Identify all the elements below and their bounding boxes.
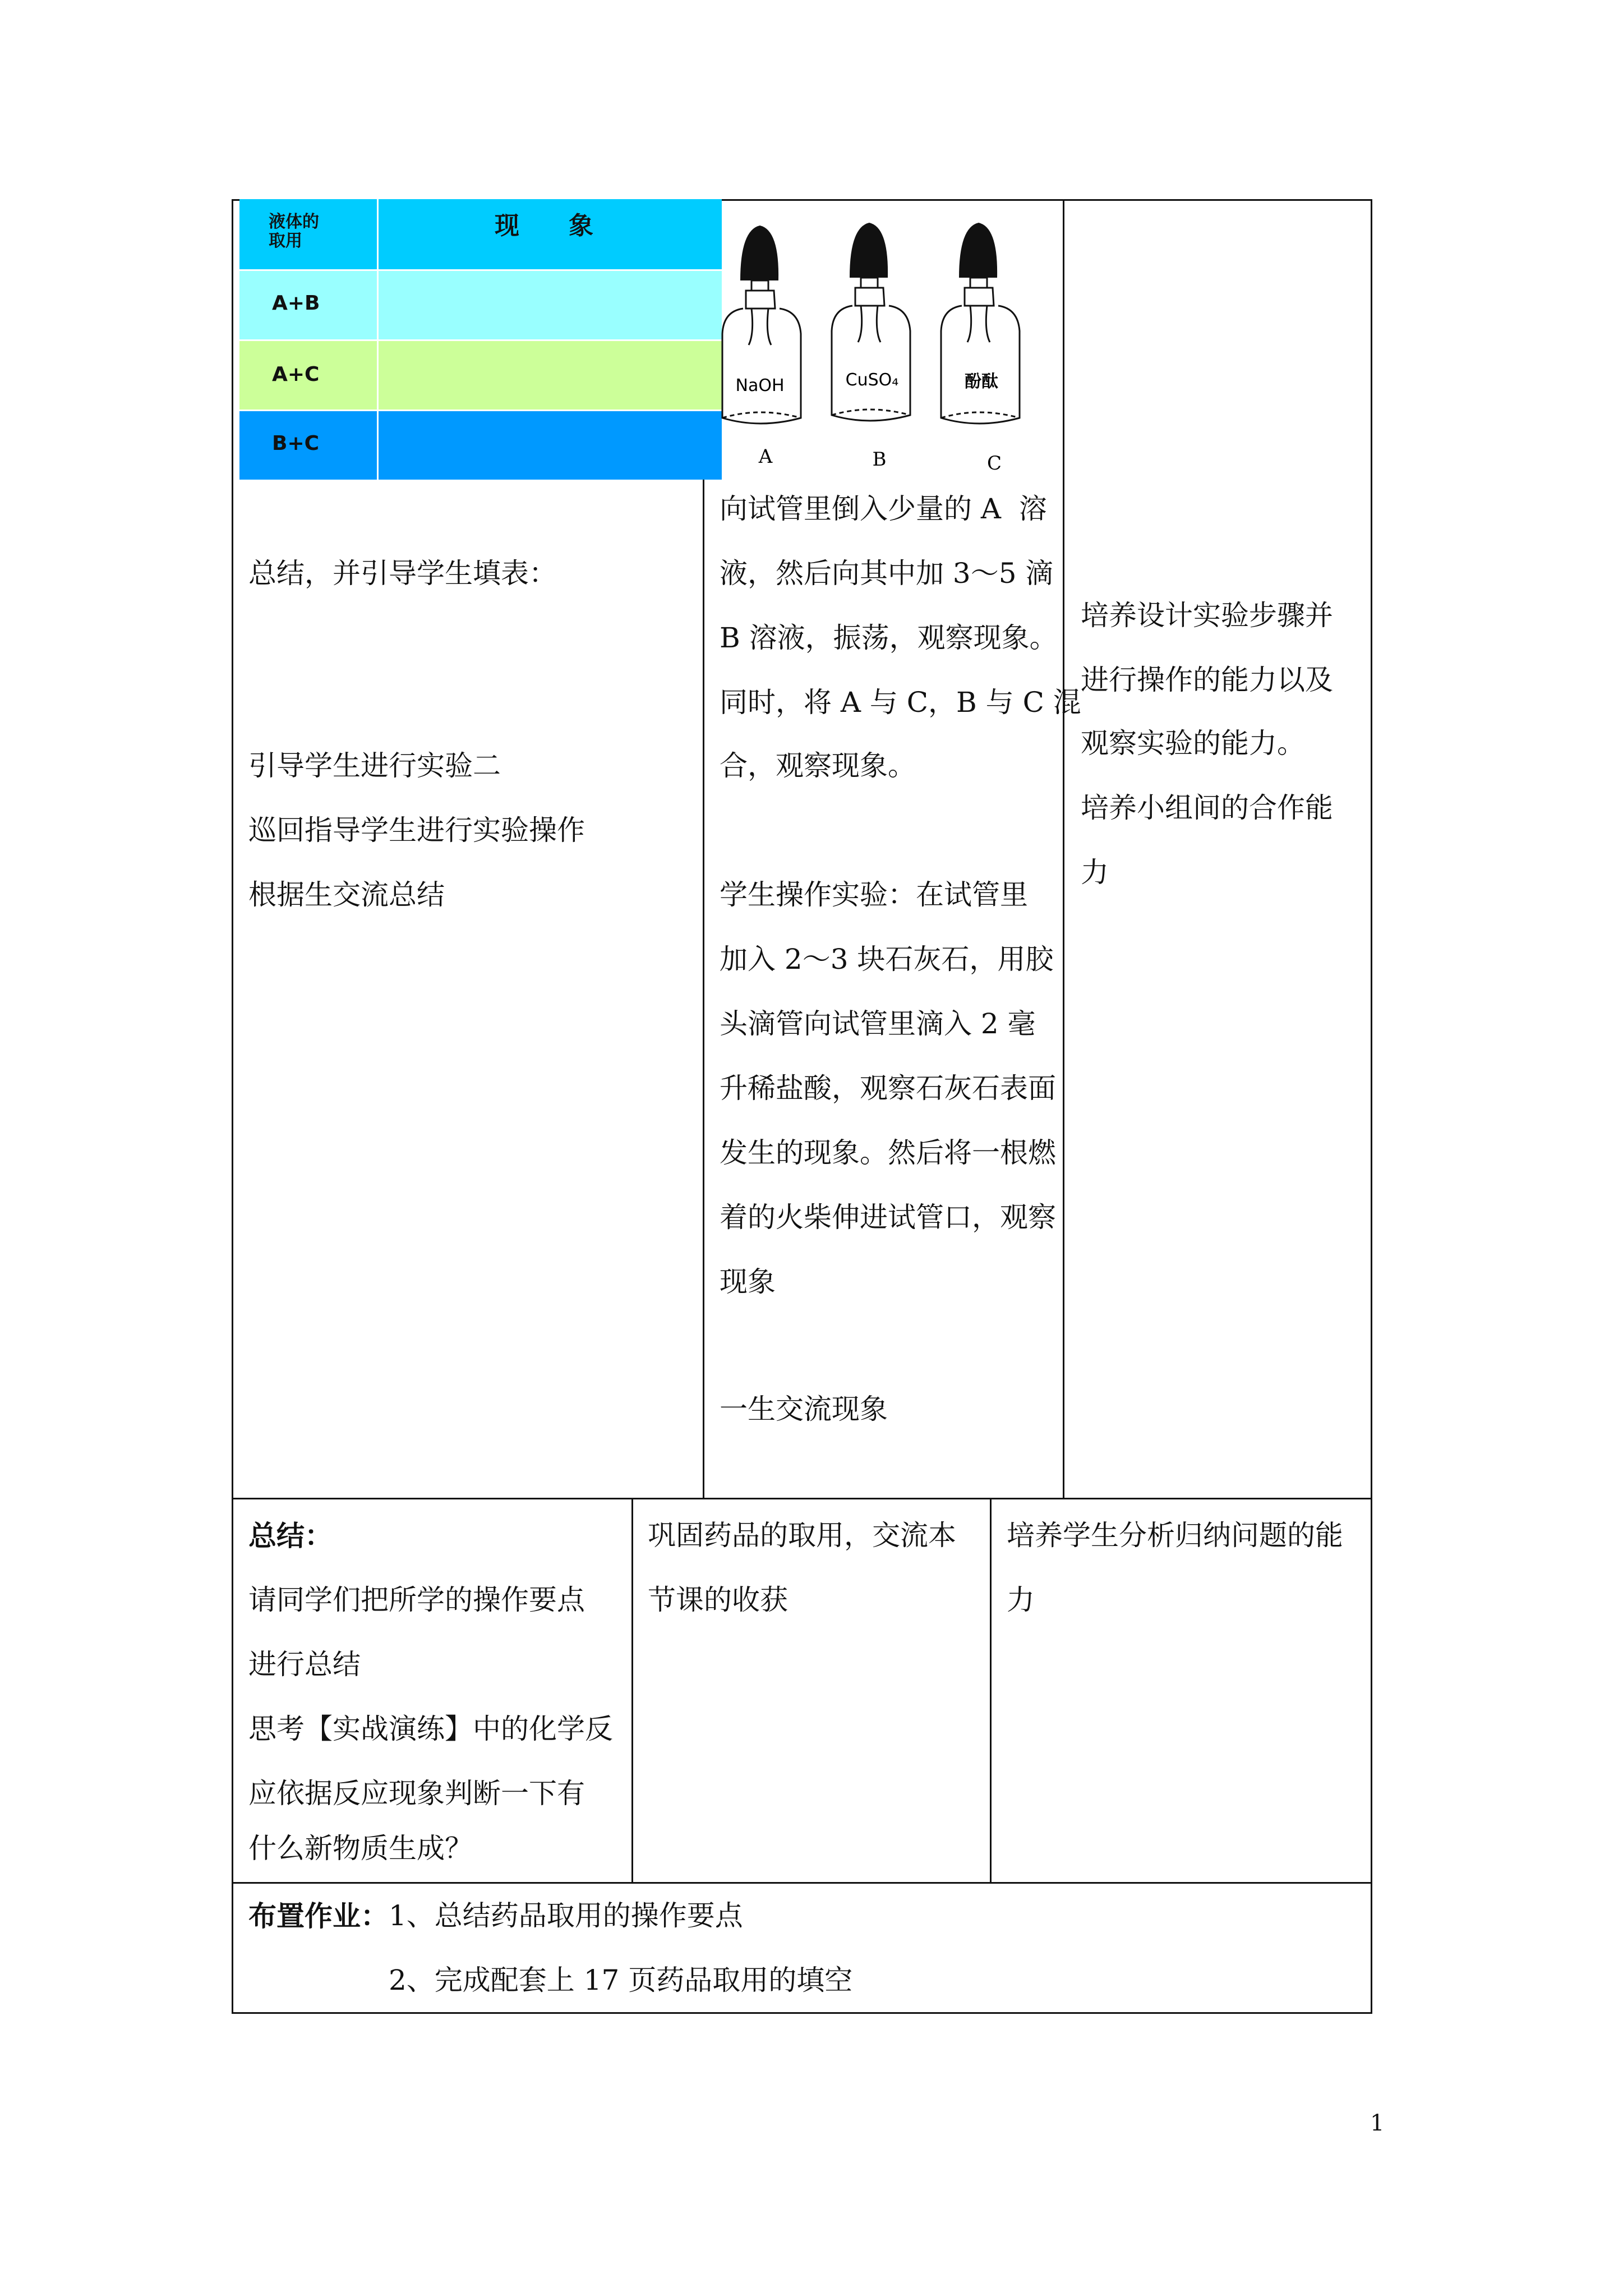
row1-student-line-5: 合，观察现象。 [720, 749, 916, 782]
row1-intent-line-5: 力 [1081, 856, 1109, 889]
row1-teacher-guide-experiment: 引导学生进行实验二 [248, 749, 501, 782]
mini-table-label-bc: B+C [272, 432, 320, 455]
bottle-b [832, 223, 910, 421]
mini-table-label-ab: A+B [272, 292, 320, 315]
reagent-bottles-figure [712, 213, 1060, 482]
bottle-c [941, 223, 1020, 424]
page-number: 1 [1370, 2110, 1385, 2136]
row1-student-line-8: 头滴管向试管里滴入 2 毫 [720, 1007, 1036, 1040]
table-border-left [232, 199, 233, 2014]
mini-table-label-ac: A+C [272, 363, 320, 386]
row2-teacher-line-3: 思考【实战演练】中的化学反 [248, 1713, 613, 1745]
table-border-right [1371, 199, 1372, 2014]
row1-teacher-conclude: 根据生交流总结 [248, 878, 445, 911]
bottle-c-label: 酚酞 [965, 372, 998, 392]
mini-table-header-phenomenon: 现 象 [495, 211, 593, 240]
bottle-c-letter: C [986, 452, 1002, 475]
row1-student-line-9: 升稀盐酸，观察石灰石表面 [720, 1072, 1056, 1105]
row2-student-line-1: 巩固药品的取用，交流本 [648, 1519, 956, 1552]
bottle-a-label: NaOH [735, 376, 785, 395]
mini-table-row-divider-3 [239, 409, 722, 411]
row2-teacher-line-4: 应依据反应现象判断一下有 [248, 1777, 585, 1810]
mini-table-row-divider-1 [239, 269, 722, 271]
row1-student-line-3: B 溶液，振荡，观察现象。 [720, 622, 1058, 654]
bottle-b-letter: B [872, 448, 887, 471]
row1-student-line-10: 发生的现象。然后将一根燃 [720, 1137, 1056, 1169]
bottle-b-label: CuSO₄ [845, 370, 899, 390]
homework-item-1: 1、总结药品取用的操作要点 [389, 1899, 743, 1932]
liquid-mixing-table [239, 199, 722, 480]
row1-intent-line-4: 培养小组间的合作能 [1081, 792, 1333, 824]
row2-teacher-line-2: 进行总结 [248, 1648, 361, 1681]
row2-student-line-2: 节课的收获 [648, 1584, 788, 1616]
row1-student-line-11: 着的火柴伸进试管口，观察 [720, 1201, 1056, 1234]
row1-student-line-12: 现象 [720, 1266, 776, 1298]
bottle-a-letter: A [758, 445, 773, 468]
row1-student-line-4: 同时，将 A 与 C，B 与 C 混 [720, 686, 1081, 719]
row1-intent-line-3: 观察实验的能力。 [1081, 727, 1305, 760]
mini-table-row-divider-2 [239, 339, 722, 341]
row1-student-line-7: 加入 2～3 块石灰石，用胶 [720, 943, 1054, 976]
row-separator-1 [232, 1498, 1372, 1499]
row1-intent-line-2: 进行操作的能力以及 [1081, 664, 1333, 696]
row2-intent-line-2: 力 [1007, 1584, 1035, 1616]
row1-divider-2 [1063, 199, 1064, 1499]
row2-teacher-line-1: 请同学们把所学的操作要点 [248, 1584, 585, 1616]
homework-item-2: 2、完成配套上 17 页药品取用的填空 [389, 1964, 853, 1996]
homework-label: 布置作业： [248, 1899, 389, 1932]
row2-teacher-line-5: 什么新物质生成？ [248, 1832, 473, 1865]
row2-intent-line-1: 培养学生分析归纳问题的能 [1007, 1519, 1343, 1552]
row1-student-line-2: 液，然后向其中加 3～5 滴 [720, 557, 1054, 590]
row1-student-line-1: 向试管里倒入少量的 A 溶 [720, 493, 1047, 525]
row1-student-line-13: 一生交流现象 [720, 1393, 888, 1425]
row1-teacher-summary: 总结，并引导学生填表： [248, 557, 557, 590]
mini-table-header-liquid: 液体的 取用 [269, 212, 319, 251]
row2-divider-1 [631, 1498, 633, 1883]
row2-divider-2 [990, 1498, 992, 1883]
row2-teacher-title: 总结： [248, 1519, 333, 1552]
row1-intent-line-1: 培养设计实验步骤并 [1081, 599, 1333, 632]
row1-student-line-6: 学生操作实验：在试管里 [720, 878, 1028, 911]
row1-teacher-patrol: 巡回指导学生进行实验操作 [248, 814, 585, 846]
